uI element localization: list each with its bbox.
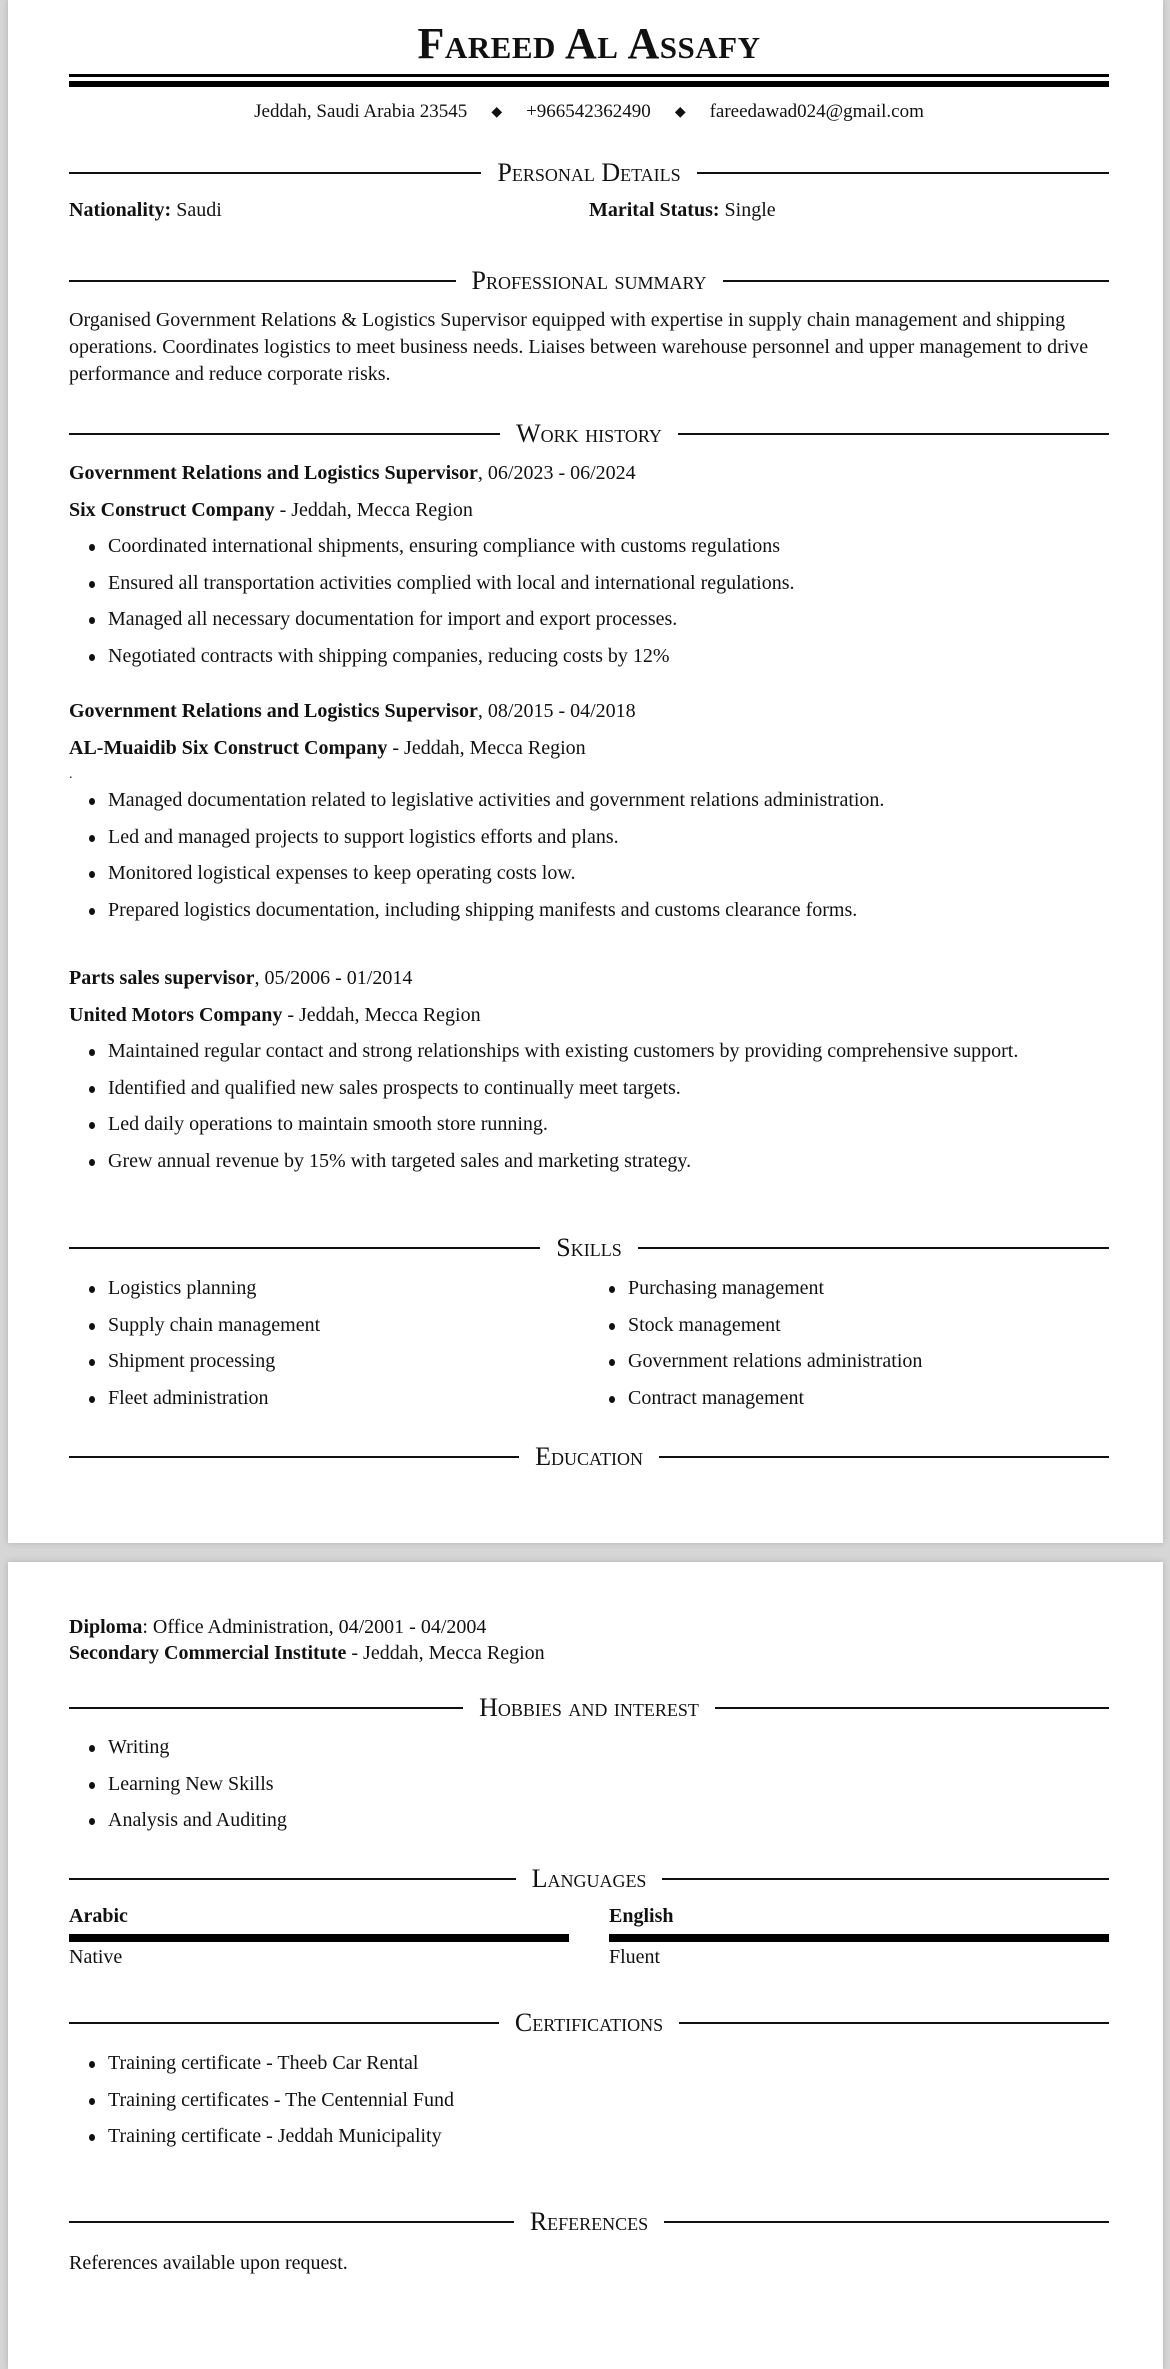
divider xyxy=(723,280,1110,282)
list-item: Coordinated international shipments, ensuring compliance with customs regulations xyxy=(69,533,1109,560)
education-degree-line xyxy=(69,1614,1109,1640)
job-title: Government Relations and Logistics Supervisor xyxy=(69,462,478,484)
divider xyxy=(662,1878,1109,1880)
education-institution-line xyxy=(69,1640,1109,1666)
language-level: Fluent xyxy=(609,1946,661,1968)
section-title: Hobbies and interest xyxy=(479,1693,699,1722)
skills-column-right xyxy=(589,1275,1109,1421)
hobby-item: Writing xyxy=(69,1734,1109,1761)
education-location: - Jeddah, Mecca Region xyxy=(346,1642,545,1664)
skill-item: Shipment processing xyxy=(69,1348,589,1375)
section-header-professional-summary xyxy=(69,268,1109,294)
job-title: Government Relations and Logistics Supervisor xyxy=(69,700,478,722)
page-2 xyxy=(8,1562,1163,2369)
hobby-item: Analysis and Auditing xyxy=(69,1807,1109,1834)
language-level: Native xyxy=(69,1946,123,1968)
job-note: . xyxy=(69,767,73,782)
job-bullets xyxy=(69,1038,1109,1175)
page-1 xyxy=(8,0,1163,1543)
diamond-separator-icon: ◆ xyxy=(491,104,503,120)
marital-status-label: Marital Status: xyxy=(589,199,720,221)
company-name: United Motors Company xyxy=(69,1004,283,1026)
company-location: - Jeddah, Mecca Region xyxy=(282,1004,481,1026)
education-institution: Secondary Commercial Institute xyxy=(69,1642,347,1664)
job-dates: , 06/2023 - 06/2024 xyxy=(477,462,636,484)
divider xyxy=(69,280,456,282)
job-company-line xyxy=(69,735,1109,761)
certification-item: Training certificates - The Centennial Fund xyxy=(69,2087,1109,2114)
section-header-languages xyxy=(69,1866,1109,1892)
section-header-references xyxy=(69,2209,1109,2235)
hobbies-list xyxy=(69,1734,1109,1844)
divider xyxy=(69,172,481,174)
job-bullets xyxy=(69,787,1109,924)
skill-item: Supply chain management xyxy=(69,1312,589,1339)
list-item: Ensured all transportation activities complied with local and international regulations. xyxy=(69,570,1109,597)
section-header-hobbies xyxy=(69,1695,1109,1721)
list-item: Managed documentation related to legislative activities and government relations administration. xyxy=(69,787,1109,814)
divider xyxy=(69,1707,463,1709)
education-entry xyxy=(69,1614,1109,1666)
list-item: Negotiated contracts with shipping companies, reducing costs by 12% xyxy=(69,643,1109,670)
certifications-list xyxy=(69,2050,1109,2160)
list-item: Monitored logistical expenses to keep operating costs low. xyxy=(69,860,1109,887)
section-header-work-history xyxy=(69,421,1109,447)
divider xyxy=(69,2022,499,2024)
list-item: Grew annual revenue by 15% with targeted sales and marketing strategy. xyxy=(69,1148,1109,1175)
job-dates: , 08/2015 - 04/2018 xyxy=(477,700,636,722)
job-company-line xyxy=(69,1002,1109,1028)
contact-email[interactable]: fareedawad024@gmail.com xyxy=(709,101,924,122)
section-title: References xyxy=(529,2207,649,2236)
references-text: References available upon request. xyxy=(69,2252,348,2274)
divider xyxy=(664,2221,1109,2223)
job-bullets xyxy=(69,533,1109,670)
skill-item: Government relations administration xyxy=(589,1348,1109,1375)
skill-item: Purchasing management xyxy=(589,1275,1109,1302)
section-title: Skills xyxy=(556,1233,622,1262)
company-location: - Jeddah, Mecca Region xyxy=(387,737,586,759)
divider xyxy=(697,172,1109,174)
candidate-name: Fareed Al Assafy xyxy=(417,19,761,68)
job-entry xyxy=(69,965,1109,1184)
section-header-personal-details xyxy=(69,160,1109,186)
section-title: Professional summary xyxy=(471,266,707,295)
hobby-item: Learning New Skills xyxy=(69,1771,1109,1798)
language-name: Arabic xyxy=(69,1905,128,1927)
list-item: Managed all necessary documentation for import and export processes. xyxy=(69,606,1109,633)
section-header-skills xyxy=(69,1235,1109,1261)
section-title: Work history xyxy=(516,419,662,448)
list-item: Maintained regular contact and strong relationships with existing customers by providing comprehensive support. xyxy=(69,1038,1109,1065)
divider xyxy=(659,1456,1109,1458)
professional-summary-text: Organised Government Relations & Logistics Supervisor equipped with expertise in supply chain management and shipping operations. Coordinates logistics to meet business needs. Liaises between warehouse personnel and upper management to drive performance and reduce corporate risks. xyxy=(69,309,1089,385)
certification-item: Training certificate - Theeb Car Rental xyxy=(69,2050,1109,2077)
section-title: Education xyxy=(535,1442,643,1471)
header-rule-thick xyxy=(69,81,1109,87)
divider xyxy=(678,433,1109,435)
skills-column-left xyxy=(69,1275,589,1421)
language-arabic xyxy=(69,1904,569,1970)
job-entry xyxy=(69,460,1109,679)
job-title: Parts sales supervisor xyxy=(69,967,255,989)
section-header-certifications xyxy=(69,2010,1109,2036)
certification-item: Training certificate - Jeddah Municipality xyxy=(69,2123,1109,2150)
divider xyxy=(69,1247,540,1249)
job-title-line xyxy=(69,460,1109,486)
job-company-line xyxy=(69,497,1109,523)
education-field-dates: : Office Administration, 04/2001 - 04/2004 xyxy=(142,1616,487,1638)
divider xyxy=(69,433,500,435)
job-dates: , 05/2006 - 01/2014 xyxy=(254,967,413,989)
language-english xyxy=(609,1904,1109,1970)
list-item: Prepared logistics documentation, including shipping manifests and customs clearance forms. xyxy=(69,897,1109,924)
languages-row xyxy=(69,1904,1109,1970)
skill-item: Logistics planning xyxy=(69,1275,589,1302)
diamond-separator-icon: ◆ xyxy=(674,104,686,120)
contact-phone[interactable]: +966542362490 xyxy=(526,101,651,122)
divider xyxy=(679,2022,1109,2024)
skill-item: Stock management xyxy=(589,1312,1109,1339)
section-header-education xyxy=(69,1444,1109,1470)
contact-line xyxy=(69,101,1109,123)
divider xyxy=(69,1878,516,1880)
section-title: Certifications xyxy=(514,2008,664,2037)
skill-item: Fleet administration xyxy=(69,1385,589,1412)
divider xyxy=(69,1456,519,1458)
job-title-line xyxy=(69,965,1109,991)
skill-item: Contract management xyxy=(589,1385,1109,1412)
marital-status-value: Single xyxy=(724,199,776,221)
personal-details-row xyxy=(69,199,1109,222)
nationality-value: Saudi xyxy=(176,199,222,221)
divider xyxy=(715,1707,1109,1709)
language-level-bar xyxy=(609,1934,1109,1942)
list-item: Identified and qualified new sales prospects to continually meet targets. xyxy=(69,1075,1109,1102)
section-title: Languages xyxy=(531,1864,647,1893)
skills-grid xyxy=(69,1275,1109,1421)
list-item: Led daily operations to maintain smooth store running. xyxy=(69,1111,1109,1138)
job-title-line xyxy=(69,698,1109,724)
section-title: Personal Details xyxy=(497,158,681,187)
divider xyxy=(638,1247,1109,1249)
company-name: AL-Muaidib Six Construct Company xyxy=(69,737,388,759)
company-name: Six Construct Company xyxy=(69,499,275,521)
marital-status xyxy=(589,199,1109,222)
header-rule-thin xyxy=(69,74,1109,77)
nationality-label: Nationality: xyxy=(69,199,172,221)
education-degree: Diploma xyxy=(69,1616,143,1638)
divider xyxy=(69,2221,514,2223)
language-level-bar xyxy=(69,1934,569,1942)
company-location: - Jeddah, Mecca Region xyxy=(274,499,473,521)
nationality xyxy=(69,199,589,222)
language-name: English xyxy=(609,1905,674,1927)
list-item: Led and managed projects to support logistics efforts and plans. xyxy=(69,824,1109,851)
contact-address: Jeddah, Saudi Arabia 23545 xyxy=(254,101,468,122)
job-entry xyxy=(69,698,1109,933)
